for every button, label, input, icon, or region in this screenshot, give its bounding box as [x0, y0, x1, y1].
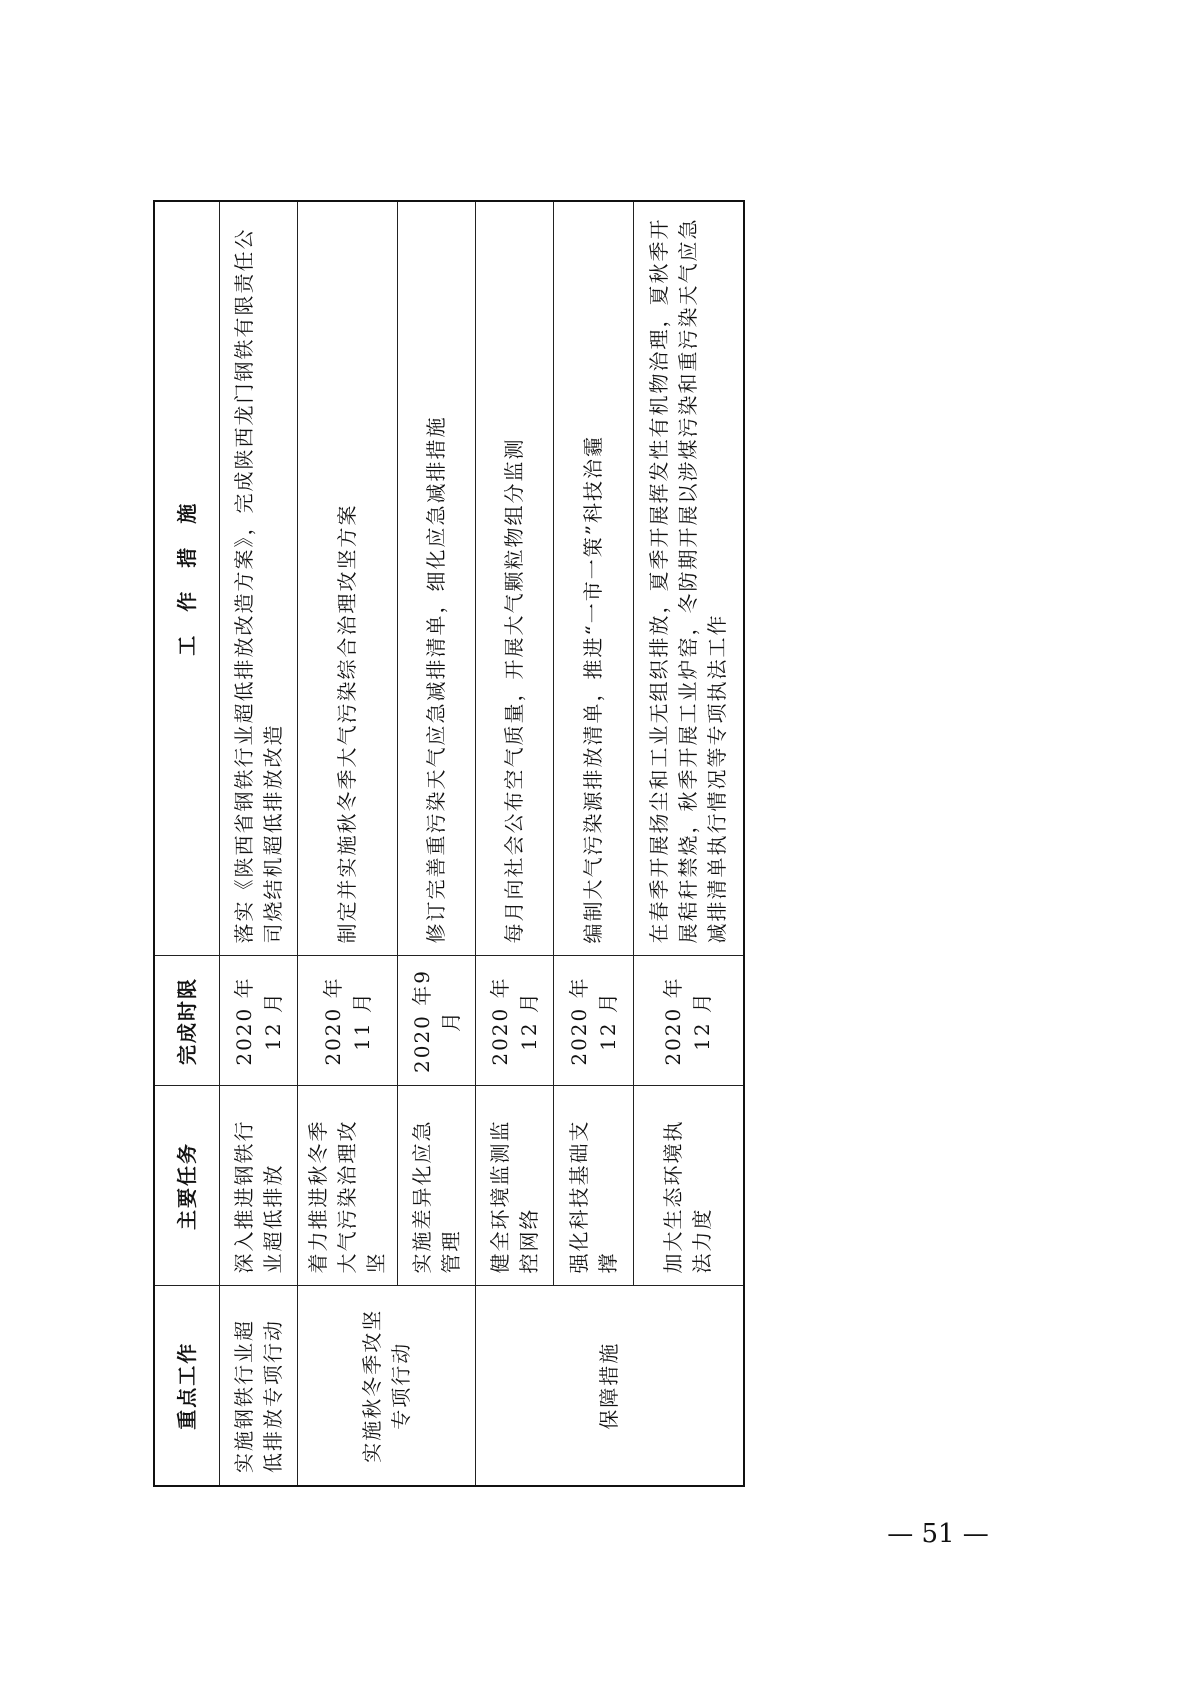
header-main-task: 主要任务 — [154, 1086, 220, 1286]
deadline-cell: 2020 年12 月 — [554, 956, 634, 1086]
task-cell: 深入推进钢铁行业超低排放 — [220, 1086, 298, 1286]
measures-cell: 落实《陕西省钢铁行业超低排放改造方案》，完成陕西龙门钢铁有限责任公司烧结机超低排放改造 — [220, 201, 298, 956]
group-cell-steel: 实施钢铁行业超低排放专项行动 — [220, 1286, 298, 1486]
table-row — [220, 201, 298, 1486]
measures-cell: 每月向社会公布空气质量，开展大气颗粒物组分监测 — [476, 201, 554, 956]
task-cell: 健全环境监测监控网络 — [476, 1086, 554, 1286]
deadline-cell: 2020 年11 月 — [298, 956, 398, 1086]
deadline-cell: 2020 年12 月 — [220, 956, 298, 1086]
task-cell: 强化科技基础支撑 — [554, 1086, 634, 1286]
rotated-page-area — [153, 202, 728, 1487]
measures-cell: 修订完善重污染天气应急减排清单，细化应急减排措施 — [398, 201, 476, 956]
task-cell: 加大生态环境执法力度 — [634, 1086, 744, 1286]
key-work-table — [153, 200, 745, 1487]
deadline-cell: 2020 年9 月 — [398, 956, 476, 1086]
table-row — [476, 201, 554, 1486]
measures-cell: 编制大气污染源排放清单，推进“一市一策”科技治霾 — [554, 201, 634, 956]
header-key-work: 重点工作 — [154, 1286, 220, 1486]
header-measures: 工 作 措 施 — [154, 201, 220, 956]
deadline-cell: 2020 年12 月 — [476, 956, 554, 1086]
group-cell-safeguards: 保障措施 — [476, 1286, 744, 1486]
header-deadline: 完成时限 — [154, 956, 220, 1086]
task-cell: 实施差异化应急管理 — [398, 1086, 476, 1286]
table-row — [298, 201, 398, 1486]
group-cell-autumn-winter: 实施秋冬季攻坚专项行动 — [298, 1286, 476, 1486]
page-number: — 51 — — [887, 1519, 989, 1549]
task-cell: 着力推进秋冬季大气污染治理攻坚 — [298, 1086, 398, 1286]
table-header-row — [154, 201, 220, 1486]
measures-cell: 在春季开展扬尘和工业无组织排放，夏季开展挥发性有机物治理，夏秋季开展秸秆禁烧，秋季开展工业炉窑，冬防期开展以涉煤污染和重污染天气应急减排清单执行情况等专项执法工作 — [634, 201, 744, 956]
rotated-table-wrapper — [153, 202, 728, 1487]
deadline-cell: 2020 年12 月 — [634, 956, 744, 1086]
measures-cell: 制定并实施秋冬季大气污染综合治理攻坚方案 — [298, 201, 398, 956]
